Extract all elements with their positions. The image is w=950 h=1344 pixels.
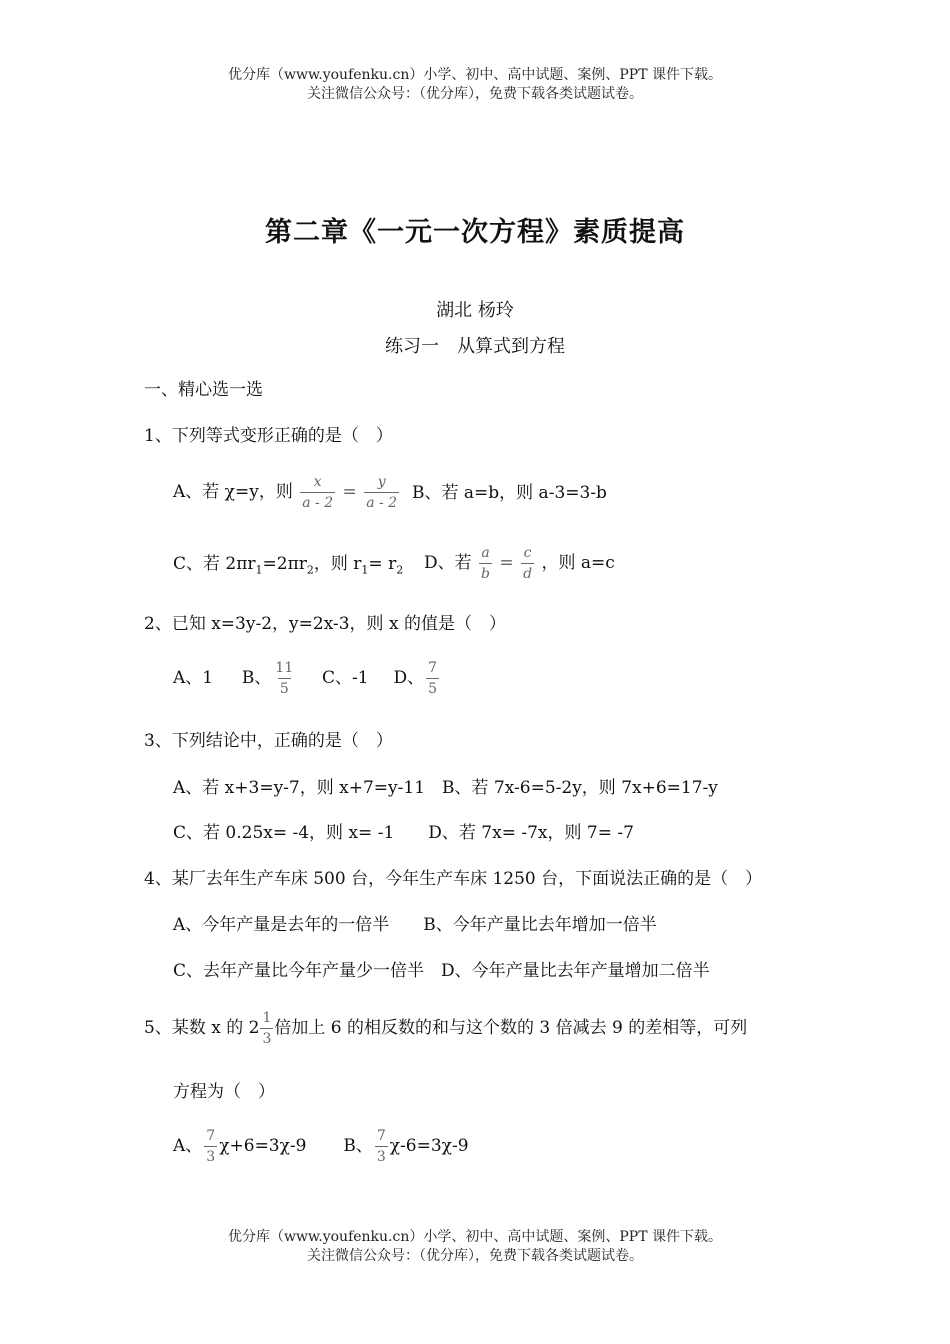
q1-a-f2-num: y bbox=[377, 474, 386, 490]
question-4-options-ab: A、今年产量是去年的一倍半 B、今年产量比去年增加一倍半 bbox=[173, 915, 657, 935]
q1-d-f1-den: b bbox=[479, 563, 492, 582]
q1-c-then: ，则 r bbox=[313, 554, 362, 574]
header-watermark-line1: 优分库（www.youfenku.cn）小学、初中、高中试题、案例、PPT 课件下载。 bbox=[227, 67, 722, 83]
question-3-options-cd: C、若 0.25x= -4，则 x= -1 D、若 7x= -7x，则 7= -7 bbox=[173, 823, 634, 843]
question-1-option-c bbox=[173, 552, 403, 582]
q2-option-c: C、-1 bbox=[322, 668, 369, 688]
q5-stem-post: 倍加上 6 的相反数的和与这个数的 3 倍减去 9 的差相等，可列 bbox=[274, 1018, 748, 1038]
q1-a-prefix: A、若 χ=y，则 bbox=[173, 482, 293, 502]
q2-option-d-fraction bbox=[426, 660, 439, 697]
question-2-stem: 2、已知 x=3y-2，y=2x-3，则 x 的值是（ ） bbox=[144, 614, 506, 634]
q5-option-b-label: B、 bbox=[343, 1136, 373, 1156]
q1-d-f2-num: c bbox=[523, 545, 532, 561]
question-1-option-b: B、若 a=b，则 a-3=3-b bbox=[412, 483, 607, 503]
q1-c-sub2: 2 bbox=[306, 563, 314, 577]
q5-option-a-label: A、 bbox=[173, 1136, 203, 1156]
question-1-option-d bbox=[424, 545, 615, 582]
q1-a-eq: = bbox=[342, 482, 357, 502]
q1-a-f1-den: a - 2 bbox=[300, 492, 335, 511]
exercise-subtitle: 练习一 从算式到方程 bbox=[385, 336, 565, 357]
question-5-stem bbox=[144, 1010, 747, 1047]
q1-c-sub3: 1 bbox=[361, 563, 369, 577]
question-3-stem: 3、下列结论中，正确的是（ ） bbox=[144, 731, 393, 751]
question-2-options bbox=[173, 660, 441, 697]
question-5-stem-line2: 方程为（ ） bbox=[173, 1082, 275, 1102]
q5-a-den: 3 bbox=[204, 1146, 217, 1165]
q5-stem-pre: 5、某数 x 的 2 bbox=[144, 1018, 260, 1038]
question-1-option-a bbox=[173, 474, 401, 511]
q1-d-eq: = bbox=[499, 553, 514, 573]
q5-mixed-den: 3 bbox=[260, 1028, 273, 1047]
q1-a-f2-den: a - 2 bbox=[364, 492, 399, 511]
q5-option-b-fraction bbox=[375, 1128, 388, 1165]
section-heading: 一、精心选一选 bbox=[144, 380, 263, 400]
q1-c-sub4: 2 bbox=[396, 563, 404, 577]
question-3-options-ab: A、若 x+3=y-7，则 x+7=y-11 B、若 7x-6=5-2y，则 7x+6=17-y bbox=[173, 778, 718, 798]
q5-option-b-rest: χ-6=3χ-9 bbox=[389, 1136, 469, 1156]
author: 湖北 杨玲 bbox=[436, 300, 514, 321]
q5-b-num: 7 bbox=[376, 1128, 386, 1144]
q5-option-a-fraction bbox=[204, 1128, 217, 1165]
q1-d-prefix: D、若 bbox=[424, 553, 472, 573]
q1-d-suffix: ，则 a=c bbox=[541, 553, 615, 573]
q1-a-fraction-1 bbox=[300, 474, 335, 511]
q5-a-num: 7 bbox=[206, 1128, 216, 1144]
q1-c-sub1: 1 bbox=[255, 563, 263, 577]
q2-b-num: 11 bbox=[275, 660, 294, 676]
q2-option-d-label: D、 bbox=[393, 668, 425, 688]
footer-watermark-line1: 优分库（www.youfenku.cn）小学、初中、高中试题、案例、PPT 课件下载。 bbox=[227, 1229, 722, 1245]
question-4-stem: 4、某厂去年生产车床 500 台，今年生产车床 1250 台，下面说法正确的是（ ） bbox=[144, 869, 763, 889]
question-5-options bbox=[173, 1128, 469, 1165]
q2-d-num: 7 bbox=[428, 660, 437, 676]
footer-watermark-line2: 关注微信公众号：（优分库），免费下载各类试题试卷。 bbox=[307, 1248, 643, 1264]
q2-option-b-label: B、 bbox=[241, 668, 272, 688]
q1-d-f2-den: d bbox=[521, 563, 534, 582]
page-title: 第二章《一元一次方程》素质提高 bbox=[265, 217, 685, 248]
q2-option-a: A、1 bbox=[173, 668, 214, 688]
q1-a-fraction-2 bbox=[364, 474, 399, 511]
q1-d-fraction-2 bbox=[521, 545, 534, 582]
q1-c-mid: =2πr bbox=[262, 554, 307, 574]
q1-c-prefix: C、若 2πr bbox=[173, 554, 256, 574]
header-watermark-line2: 关注微信公众号：（优分库），免费下载各类试题试卷。 bbox=[307, 86, 643, 102]
q2-b-den: 5 bbox=[278, 678, 291, 697]
question-1-stem: 1、下列等式变形正确的是（ ） bbox=[144, 426, 393, 446]
q5-option-a-rest: χ+6=3χ-9 bbox=[219, 1136, 307, 1156]
q1-a-f1-num: x bbox=[313, 474, 322, 490]
q1-d-fraction-1 bbox=[479, 545, 492, 582]
q1-d-f1-num: a bbox=[481, 545, 490, 561]
question-4-options-cd: C、去年产量比今年产量少一倍半 D、今年产量比去年产量增加二倍半 bbox=[173, 961, 710, 981]
q5-mixed-fraction bbox=[260, 1010, 273, 1047]
q1-c-eq: = r bbox=[368, 554, 397, 574]
q5-mixed-num: 1 bbox=[262, 1010, 272, 1026]
q2-option-b-fraction bbox=[273, 660, 295, 697]
q5-b-den: 3 bbox=[375, 1146, 388, 1165]
q2-d-den: 5 bbox=[426, 678, 439, 697]
